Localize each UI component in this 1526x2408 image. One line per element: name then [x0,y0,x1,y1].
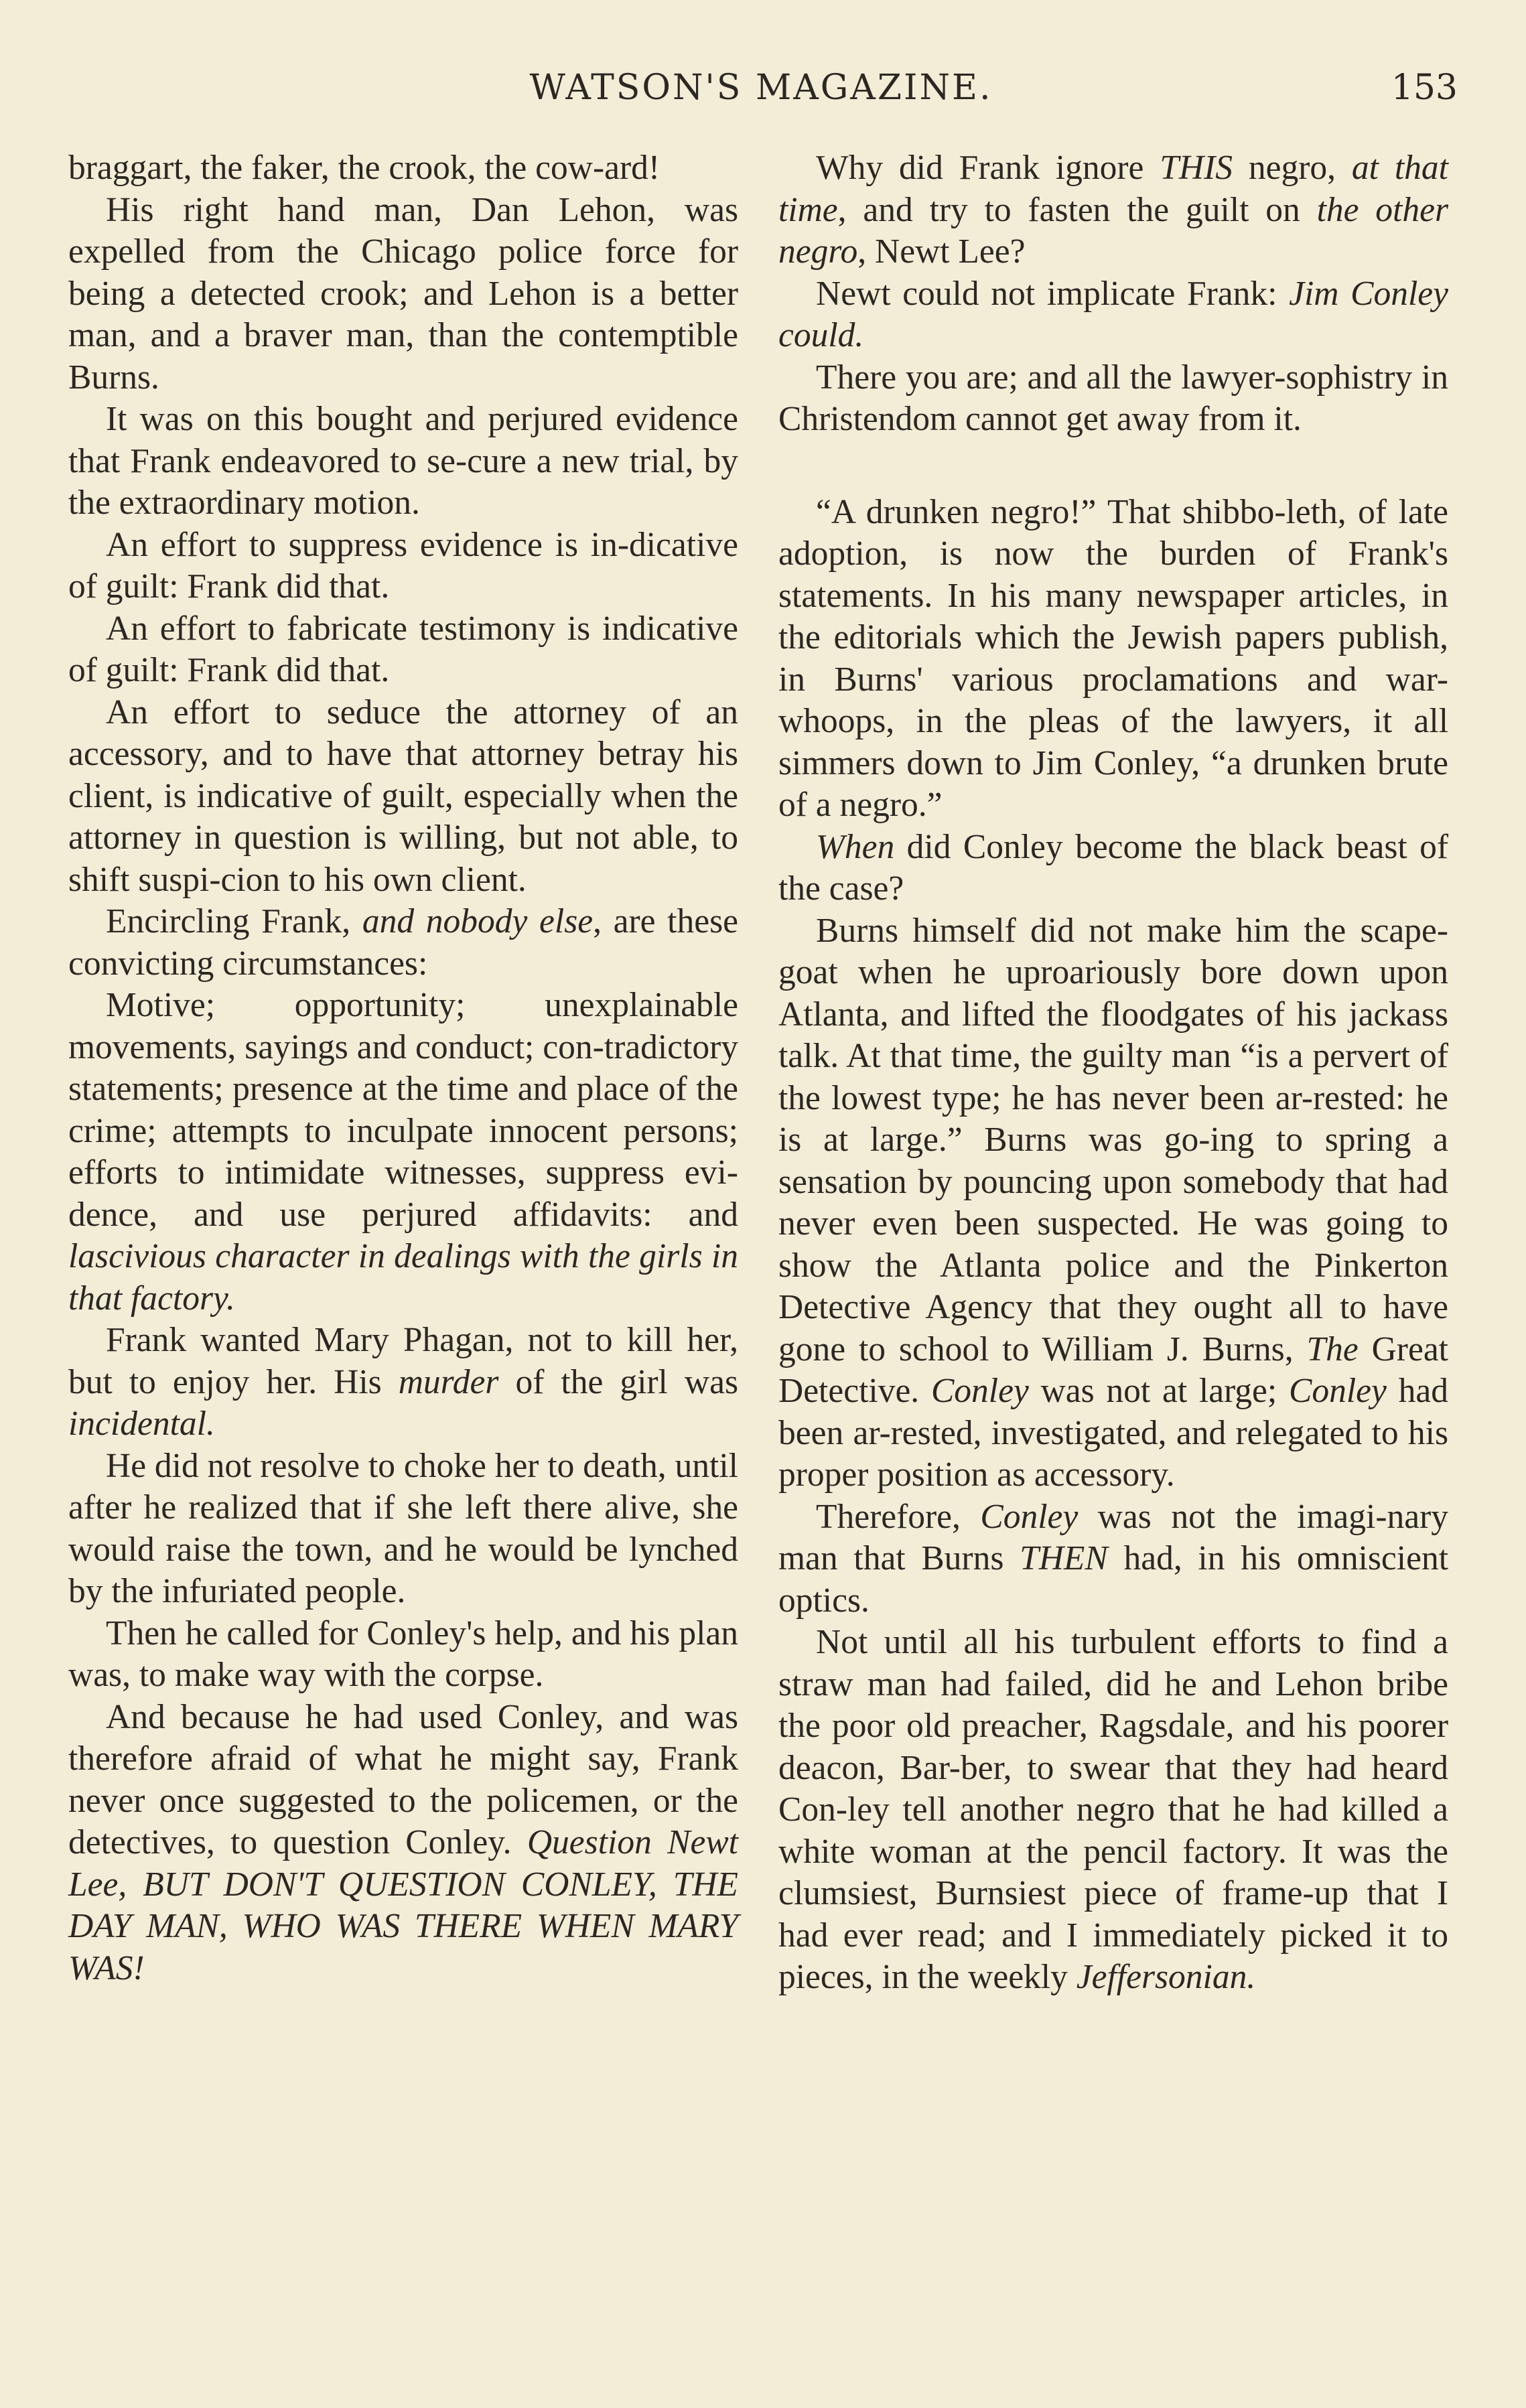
paragraph: When did Conley become the black beast of the case? [778,827,1448,908]
paragraph: Why did Frank ignore THIS negro, at that time, and try to fasten the guilt on the other negro, Newt Lee? [778,149,1449,271]
paragraph: Frank wanted Mary Phagan, not to kill her, but to enjoy her. His murder of the girl was incidental. [68,1321,738,1443]
paragraph: An effort to suppress evidence is in-dicative of guilt: Frank did that. [68,525,738,606]
paragraph: Therefore, Conley was not the imagi-nary man that Burns THEN had, in his omniscient optics. [778,1497,1448,1620]
paragraph: braggart, the faker, the crook, the cow-ard! [68,149,661,187]
paragraph: There you are; and all the lawyer-sophistry in Christendom cannot get away from it. [778,358,1448,438]
paragraph: Not until all his turbulent efforts to find a straw man had failed, did he and Lehon bribe the poor old preacher, Ragsdale, and his poorer deacon, Bar-ber, to swear that they had heard Con-ley tell another negro that he had killed a white woman at the pencil factory. It was the clumsiest, Burnsiest piece of frame-up that I had ever read; and I immediately picked it to pieces, in the weekly Jeffersonian. [778,1623,1448,1996]
right-column [778,147,1448,1999]
page-number: 153 [1391,68,1458,108]
running-header [64,58,1458,125]
paragraph: “A drunken negro!” That shibbo-leth, of late adoption, is now the burden of Frank's statements. In his many newspaper articles, in the editorials which the Jewish papers publish, in Burns' various proclamations and war-whoops, in the pleas of the lawyers, it all simmers down to Jim Conley, “a drunken brute of a negro.” [778,492,1448,824]
magazine-title: WATSON'S MAGAZINE. [529,68,993,108]
paragraph: And because he had used Conley, and was therefore afraid of what he might say, Frank never once suggested to the policemen, or the detectives, to question Conley. Question Newt Lee, BUT DON'T QUESTION CONLEY, THE DAY MAN, WHO WAS THERE WHEN MARY WAS! [68,1697,738,1987]
paragraph: His right hand man, Dan Lehon, was expelled from the Chicago police force for being a detected crook; and Lehon is a better man, and a braver man, than the contemptible Burns. [68,190,738,397]
paragraph: Then he called for Conley's help, and his plan was, to make way with the corpse. [68,1614,738,1694]
paragraph: Newt could not implicate Frank: Jim Conley could. [778,274,1448,354]
paragraph: He did not resolve to choke her to death, until after he realized that if she left there alive, she would raise the town, and he would be lynched by the infuriated people. [68,1446,738,1610]
paragraph: Burns himself did not make him the scape-goat when he uproariously bore down upon Atlanta, and lifted the floodgates of his jackass talk. At that time, the guilty man “is a pervert of the lowest type; he has never been ar-rested: he is at large.” Burns was go-ing to spring a sensation by pouncing upon somebody that had never even been suspected. He was going to show the Atlanta police and the Pinkerton Detective Agency that they ought all to have gone to school to William J. Burns, The Great Detective. Conley was not at large; Conley had been ar-rested, investigated, and relegated to his proper position as accessory. [778,911,1448,1494]
paragraph: An effort to seduce the attorney of an accessory, and to have that attorney betray his client, is indicative of guilt, especially when the attorney in question is willing, but not able, to shift suspi-cion to his own client. [68,693,738,899]
left-column [68,147,738,1989]
paragraph: Encircling Frank, and nobody else, are these convicting circumstances: [68,902,738,983]
paragraph: An effort to fabricate testimony is indicative of guilt: Frank did that. [68,609,738,689]
paragraph: Motive; opportunity; unexplainable movements, sayings and conduct; con-tradictory statements; presence at the time and place of the crime; attempts to inculpate innocent persons; efforts to intimidate witnesses, suppress evi-dence, and use perjured affidavits: and lascivious character in dealings with the girls in that factory. [68,986,738,1318]
paragraph: It was on this bought and perjured evidence that Frank endeavored to se-cure a new trial, by the extraordinary motion. [68,400,738,522]
